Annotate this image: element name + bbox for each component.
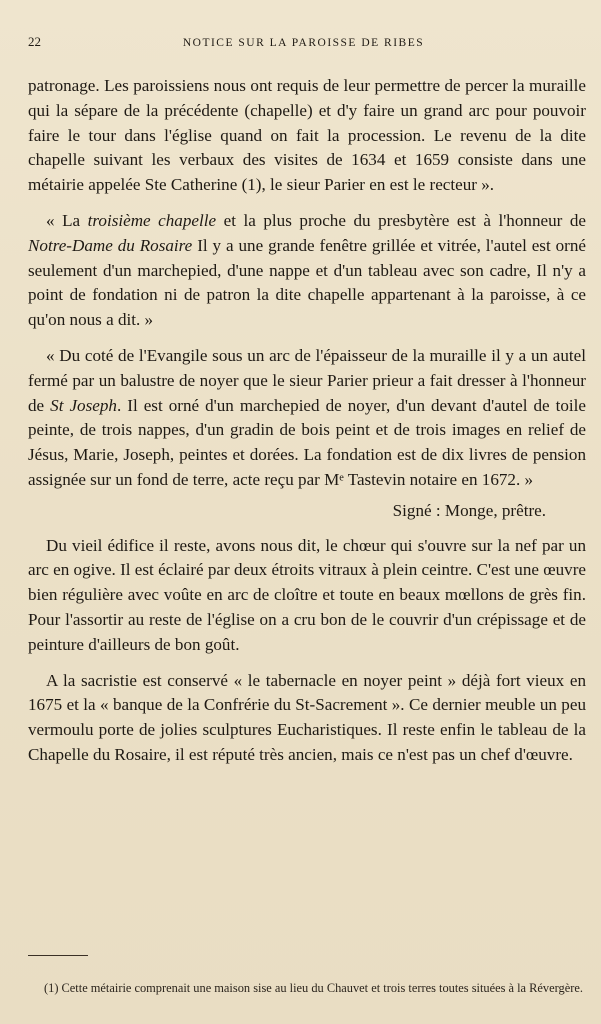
italic-text: St Joseph: [50, 395, 117, 415]
text-run: « Du coté de l'Evangile sous un arc de l'épaisseur de la muraille il y a un autel fermé par un balustre de noyer que le sieur Parier prieur a fait dresser à l'honneur de: [28, 345, 586, 415]
page-header: [28, 34, 559, 50]
paragraph: [28, 209, 586, 333]
footnote: (1) Cette métairie comprenait une maison sise au lieu du Chauvet et trois terres toutes situées à la Révergère.: [44, 981, 583, 996]
text-run: « La: [46, 210, 88, 230]
paragraph: [28, 534, 586, 658]
paragraph: [28, 74, 586, 198]
body-text: [28, 74, 586, 768]
text-run: A la sacristie est conservé « le tabernacle en noyer peint » déjà fort vieux en 1675 et la « banque de la Confrérie du St-Sacrement ». Ce dernier meuble un peu vermoulu porte de jolies sculptures Eucharistiques. Il reste enfin le tableau de la Chapelle du Rosaire, il est réputé très ancien, mais ce n'est pas un chef d'œuvre.: [28, 670, 586, 764]
italic-text: Notre-Dame du Rosaire: [28, 235, 193, 255]
text-run: et la plus proche du presbytère est à l'honneur de: [216, 210, 586, 230]
text-run: patronage. Les paroissiens nous ont requis de leur permettre de percer la muraille qui la sépare de la précédente (chapelle) et d'y faire un grand arc pour pouvoir faire le tour dans l'église quand on fait la procession. Le revenu de la dite chapelle suivant les verbaux des visites de 1634 et 1659 consiste dans une métairie appelée Ste Catherine (1), le sieur Parier en est le recteur ».: [28, 76, 586, 195]
running-title: NOTICE SUR LA PAROISSE DE RIBES: [182, 37, 425, 49]
text-run: Du vieil édifice il reste, avons nous dit, le chœur qui s'ouvre sur la nef par un arc en ogive. Il est éclairé par deux étroits vitraux à plein ceintre. C'est une œuvre bien régulière avec voûte en arc de cloître et toute en beaux mœllons de grès fin. Pour l'assortir au reste de l'église on a cru bon de le couvrir d'un crépissage et de peinture d'ailleurs de bon goût.: [28, 535, 586, 654]
italic-text: troisième chapelle: [87, 210, 217, 230]
signature: Signé : Monge, prêtre.: [392, 500, 546, 520]
text-run: . Il est orné d'un marchepied de noyer, d'un devant d'autel de toile peinte, de trois nappes, d'un gradin de bois peint et de trois images en relief de Jésus, Marie, Joseph, peintes et dorées. La fondation est de dix livres de pension assignée sur un fond de terre, acte reçu par Mᵉ Tastevin notaire en 1672. »: [28, 395, 586, 489]
text-run: Il y a une grande fenêtre grillée et vitrée, l'autel est orné seulement d'un marchepied, d'une nappe et d'un tableau avec son cadre, Il n'y a point de fondation ni de patron la dite chapelle appartenant à la paroisse, à ce qu'on nous a dit. »: [28, 235, 586, 330]
footnote-rule: [28, 955, 88, 956]
paragraph: [28, 344, 586, 493]
page-number: 22: [28, 34, 41, 49]
paragraph: [28, 669, 586, 768]
